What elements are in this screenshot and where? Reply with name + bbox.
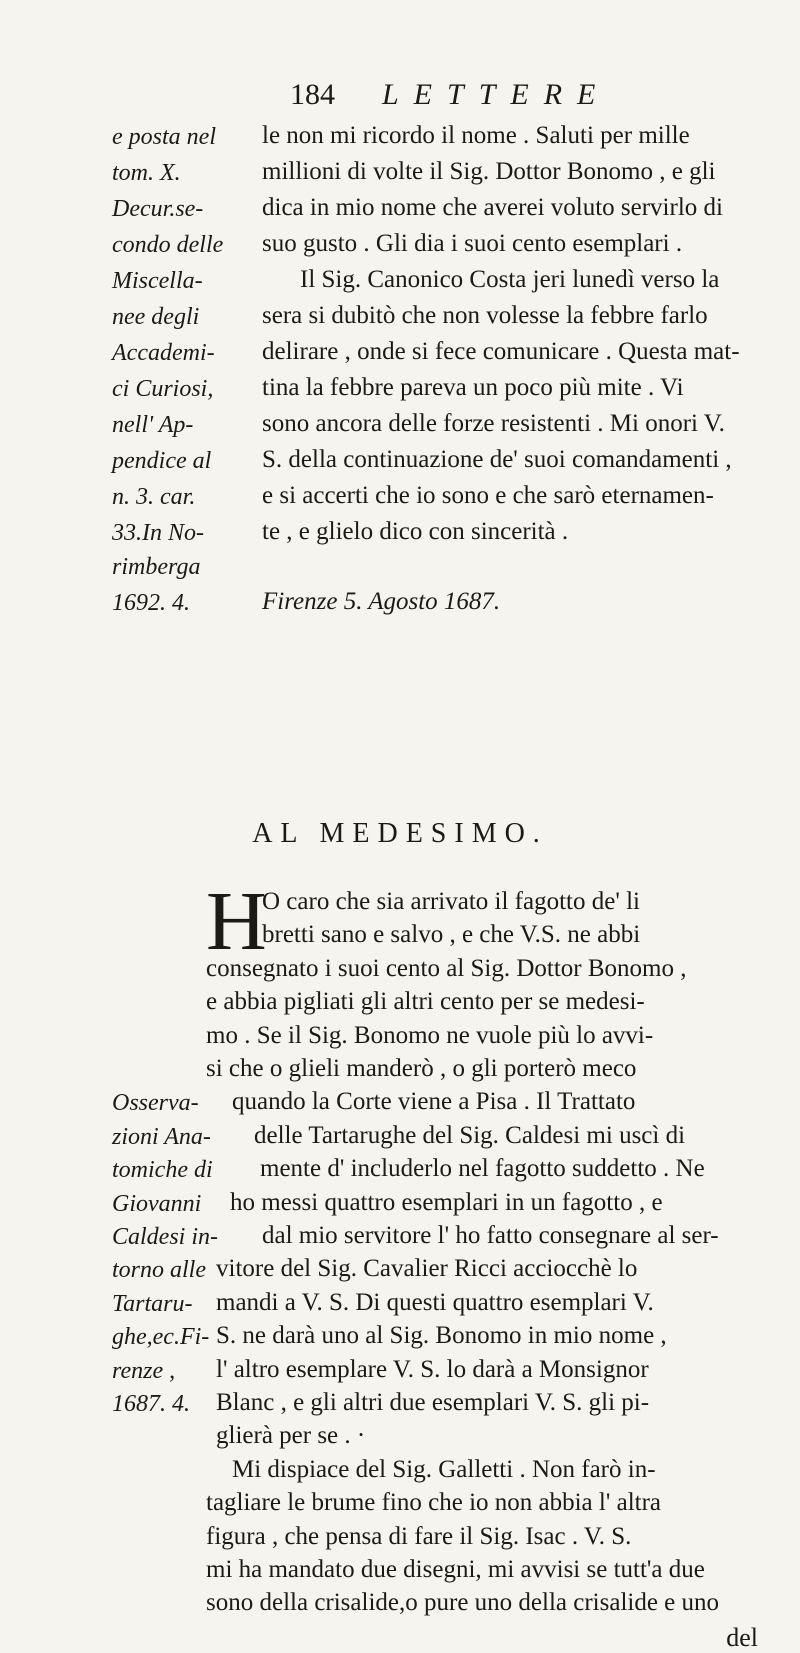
running-title: LETTERE bbox=[382, 78, 611, 111]
letter-heading: AL MEDESIMO. bbox=[252, 818, 548, 849]
line-text: l' altro esemplare V. S. lo darà a Monsignor bbox=[216, 1356, 649, 1383]
text-line bbox=[0, 552, 800, 586]
line-text: delle Tartarughe del Sig. Caldesi mi uscì di bbox=[254, 1122, 686, 1149]
line-text: dal mio servitore l' ho fatto consegnare al ser- bbox=[262, 1222, 719, 1249]
line-text: O caro che sia arrivato il fagotto de' li bbox=[262, 888, 640, 915]
text-line bbox=[0, 482, 800, 516]
text-line bbox=[0, 1589, 800, 1623]
text-line bbox=[0, 1088, 800, 1122]
line-text: figura , che pensa di fare il Sig. Isac . V. S. bbox=[206, 1523, 632, 1550]
margin-note: renze , bbox=[112, 1358, 176, 1384]
dateline bbox=[0, 588, 800, 622]
line-text: e abbia pigliati gli altri cento per se medesi- bbox=[206, 988, 645, 1015]
margin-note: Caldesi in- bbox=[112, 1224, 218, 1250]
drop-cap: H bbox=[206, 875, 267, 968]
text-line bbox=[0, 1289, 800, 1323]
margin-note: 33.In No- bbox=[112, 520, 204, 546]
margin-note: Decur.se- bbox=[112, 196, 204, 222]
text-line bbox=[0, 988, 800, 1022]
line-text: mandi a V. S. Di questi quattro esemplari V. bbox=[216, 1289, 654, 1316]
line-text: e si accerti che io sono e che sarò eternamen- bbox=[262, 482, 714, 509]
page-number: 184 bbox=[290, 78, 335, 111]
line-text: sera si dubitò che non volesse la febbre farlo bbox=[262, 302, 708, 329]
line-text: vitore del Sig. Cavalier Ricci acciocchè lo bbox=[216, 1255, 638, 1282]
text-line bbox=[0, 1222, 800, 1256]
line-text: millioni di volte il Sig. Dottor Bonomo , e gli bbox=[262, 158, 716, 185]
line-text: consegnato i suoi cento al Sig. Dottor Bonomo , bbox=[206, 955, 687, 982]
line-text: ho messi quattro esemplari in un fagotto , e bbox=[230, 1189, 663, 1216]
margin-note: 1687. 4. bbox=[112, 1391, 190, 1417]
text-line bbox=[0, 1389, 800, 1423]
text-line bbox=[0, 1456, 800, 1490]
margin-note: ghe,ec.Fi- bbox=[112, 1324, 210, 1350]
line-text: S. della continuazione de' suoi comandamenti , bbox=[262, 446, 732, 473]
text-line bbox=[0, 194, 800, 228]
text-line bbox=[0, 1189, 800, 1223]
text-line bbox=[0, 921, 800, 955]
margin-note: tom. X. bbox=[112, 160, 181, 186]
margin-note: 1692. 4. bbox=[112, 590, 190, 616]
text-line bbox=[0, 1155, 800, 1189]
margin-note: torno alle bbox=[112, 1257, 206, 1283]
text-line bbox=[0, 122, 800, 156]
text-line bbox=[0, 518, 800, 552]
text-line bbox=[0, 302, 800, 336]
margin-note: Giovanni bbox=[112, 1191, 202, 1217]
text-line bbox=[0, 1055, 800, 1089]
margin-note: e posta nel bbox=[112, 124, 216, 150]
line-text: Il Sig. Canonico Costa jeri lunedì verso la bbox=[300, 266, 720, 293]
margin-note: Tartaru- bbox=[112, 1291, 193, 1317]
text-line bbox=[0, 1122, 800, 1156]
text-line bbox=[0, 1322, 800, 1356]
line-text: le non mi ricordo il nome . Saluti per mille bbox=[262, 122, 690, 149]
line-text: sono ancora delle forze resistenti . Mi onori V. bbox=[262, 410, 725, 437]
line-text: sono della crisalide,o pure uno della crisalide e uno bbox=[206, 1589, 720, 1616]
margin-note: rimberga bbox=[112, 554, 201, 580]
line-text: quando la Corte viene a Pisa . Il Trattato bbox=[232, 1088, 636, 1115]
line-text: si che o glieli manderò , o gli porterò meco bbox=[206, 1055, 637, 1082]
text-line bbox=[0, 1523, 800, 1557]
dateline-text: Firenze 5. Agosto 1687. bbox=[262, 588, 501, 615]
margin-note: zioni Ana- bbox=[112, 1124, 211, 1150]
text-line bbox=[0, 1022, 800, 1056]
text-line bbox=[0, 1422, 800, 1456]
margin-note: n. 3. car. bbox=[112, 484, 196, 510]
margin-note: condo delle bbox=[112, 232, 224, 258]
line-text: Mi dispiace del Sig. Galletti . Non farò in- bbox=[232, 1456, 656, 1483]
text-line bbox=[0, 230, 800, 264]
line-text: bretti sano e salvo , e che V.S. ne abbi bbox=[262, 921, 641, 948]
text-line bbox=[0, 266, 800, 300]
margin-note: nell' Ap- bbox=[112, 412, 194, 438]
line-text: tina la febbre pareva un poco più mite . Vi bbox=[262, 374, 684, 401]
text-line bbox=[0, 446, 800, 480]
line-text: glierà per se . · bbox=[216, 1422, 366, 1449]
line-text: tagliare le brume fino che io non abbia l' altra bbox=[206, 1489, 662, 1516]
margin-note: Miscella- bbox=[112, 268, 203, 294]
line-text: mi ha mandato due disegni, mi avvisi se tutt'a due bbox=[206, 1556, 705, 1583]
text-line bbox=[0, 1356, 800, 1390]
margin-note: Accademi- bbox=[112, 340, 215, 366]
line-text: mo . Se il Sig. Bonomo ne vuole più lo avvi- bbox=[206, 1022, 654, 1049]
margin-note: nee degli bbox=[112, 304, 200, 330]
margin-note: ci Curiosi, bbox=[112, 376, 214, 402]
line-text: mente d' includerlo nel fagotto suddetto . Ne bbox=[260, 1155, 705, 1182]
text-line bbox=[0, 410, 800, 444]
text-line bbox=[0, 338, 800, 372]
running-head bbox=[290, 78, 710, 118]
margin-note: pendice al bbox=[112, 448, 212, 474]
text-line bbox=[0, 1556, 800, 1590]
line-text: delirare , onde si fece comunicare . Questa mat- bbox=[262, 338, 740, 365]
line-text: suo gusto . Gli dia i suoi cento esemplari . bbox=[262, 230, 683, 257]
text-line bbox=[0, 888, 800, 922]
catchword: del bbox=[726, 1623, 758, 1652]
line-text: te , e glielo dico con sincerità . bbox=[262, 518, 569, 545]
margin-note: Osserva- bbox=[112, 1090, 199, 1116]
margin-note: tomiche di bbox=[112, 1157, 213, 1183]
line-text: Blanc , e gli altri due esemplari V. S. gli pi- bbox=[216, 1389, 650, 1416]
text-line bbox=[0, 158, 800, 192]
line-text: S. ne darà uno al Sig. Bonomo in mio nome , bbox=[216, 1322, 667, 1349]
text-line bbox=[0, 1255, 800, 1289]
text-line bbox=[0, 374, 800, 408]
line-text: dica in mio nome che averei voluto servirlo di bbox=[262, 194, 723, 221]
text-line bbox=[0, 955, 800, 989]
text-line bbox=[0, 1489, 800, 1523]
